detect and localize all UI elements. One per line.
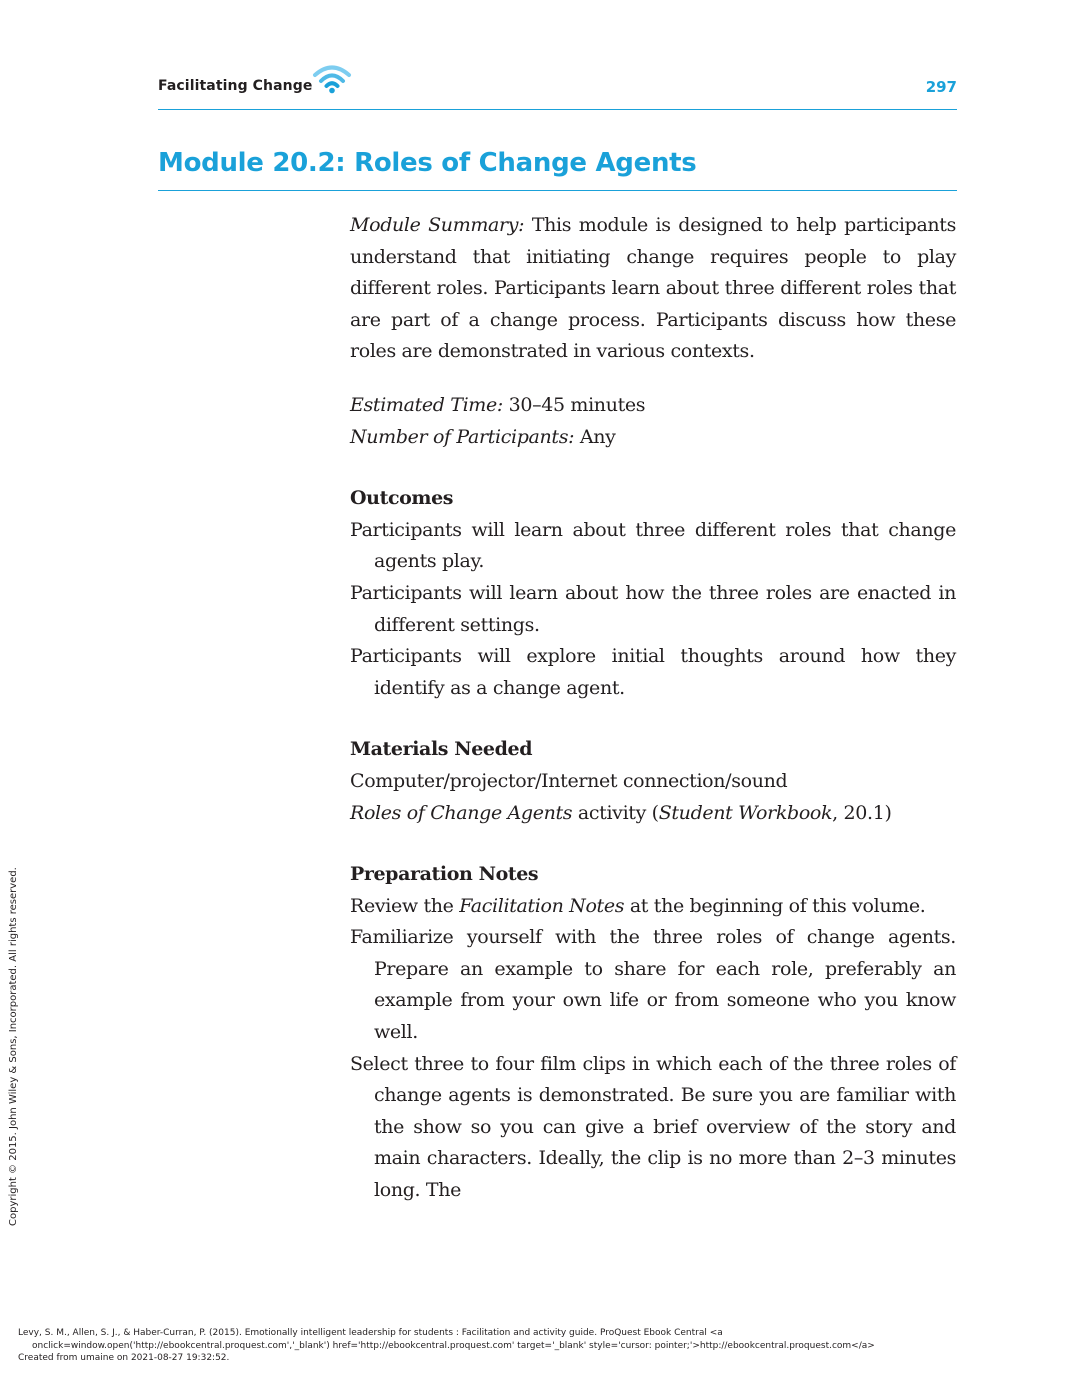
module-title: Module 20.2: Roles of Change Agents [158,148,697,178]
estimated-time [350,390,956,422]
summary-text: This module is designed to help participants understand that initiating change requires people to play different roles. Participants learn about three different roles that are part of a change process. Participants discuss how these roles are demonstrated in various contexts. [350,214,956,363]
facilitation-notes-title: Facilitation Notes [459,894,625,917]
footer-line: Created from umaine on 2021-08-27 19:32:52. [18,1353,230,1363]
title-rule [158,190,957,191]
estimated-time-label: Estimated Time: [350,393,503,416]
materials-item [350,798,956,830]
outcome-item: Participants will learn about three different roles that change agents play. [350,518,956,573]
page-number: 297 [925,78,957,96]
preparation-item: Familiarize yourself with the three roles of change agents. Prepare an example to share for each role, preferably an example from your own life or from someone who you know well. [350,926,956,1044]
outcome-item: Participants will explore initial thoughts around how they identify as a change agent. [350,645,956,699]
participants-label: Number of Participants: [350,425,575,448]
module-content [350,210,956,1207]
prep-text: at the beginning of this volume. [629,894,926,917]
wifi-signal-icon [311,62,353,94]
summary-label: Module Summary: [350,214,525,236]
preparation-heading: Preparation Notes [350,863,539,886]
citation-footer [18,1327,1078,1365]
materials-item: Computer/projector/Internet connection/sound [350,769,788,792]
header-rule [158,109,957,110]
outcomes-heading: Outcomes [350,487,454,510]
number-of-participants [350,422,956,454]
footer-line: onclick=window.open('http://ebookcentral.proquest.com','_blank') href='http://ebookcentral.proquest.com' target='_blank' style='cursor: pointer;'>http://ebookcentral.proquest.com</a> [32,1340,875,1351]
estimated-time-value: 30–45 minutes [508,393,646,416]
materials-text: activity ( [577,801,659,824]
workbook-title: Student Workbook [658,801,833,824]
participants-value: Any [579,425,616,448]
prep-text: Review the [350,894,454,917]
side-copyright-notice: Copyright © 2015. John Wiley & Sons, Incorporated. All rights reserved. [8,867,19,1226]
preparation-item: Select three to four film clips in which each of the three roles of change agents is demonstrated. Be sure you are familiar with the show so you can give a brief overview of the story and main characters. Ideally, the clip is no more than 2–3 minutes long. The [350,1052,956,1202]
outcome-item: Participants will learn about how the three roles are enacted in different settings. [350,581,956,636]
module-summary [350,210,956,368]
materials-heading: Materials Needed [350,738,533,761]
footer-line: Levy, S. M., Allen, S. J., & Haber-Curran, P. (2015). Emotionally intelligent leadership for students : Facilitation and activity guide. ProQuest Ebook Central <a [18,1328,723,1338]
running-header-title: Facilitating Change [158,78,313,94]
materials-text-end: , 20.1) [832,801,892,824]
activity-title: Roles of Change Agents [350,801,573,824]
preparation-item [350,891,956,923]
